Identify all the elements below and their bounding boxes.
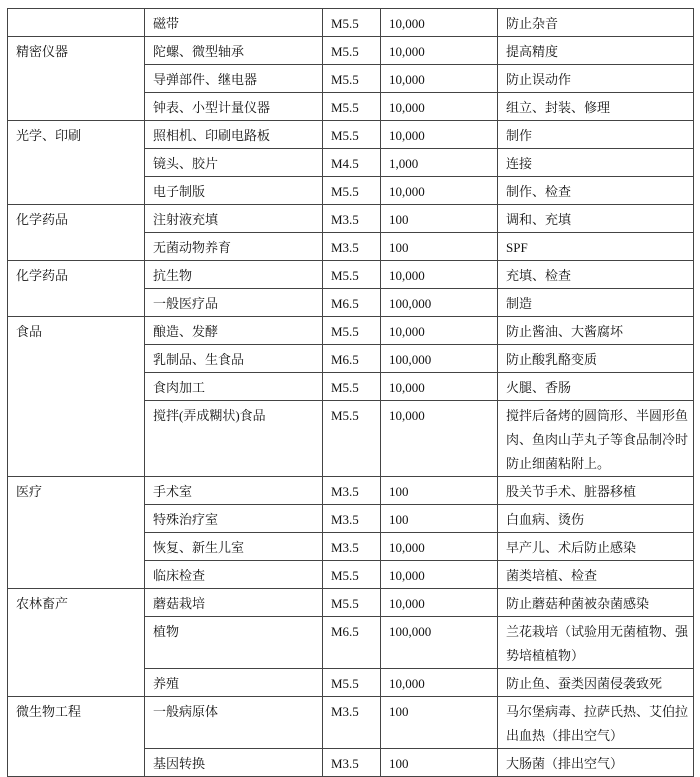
table-row [8,697,694,749]
item-cell: 一般病原体 [145,697,323,749]
table-row [8,9,694,37]
grade-cell: M5.5 [323,373,381,401]
table-row [8,317,694,345]
grade-cell: M3.5 [323,205,381,233]
item-cell: 手术室 [145,477,323,505]
particle-count-cell: 10,000 [381,65,498,93]
item-cell: 植物 [145,617,323,669]
item-cell: 蘑菇栽培 [145,589,323,617]
purpose-cell: 连接 [498,149,694,177]
category-cell: 精密仪器 [8,37,145,121]
purpose-cell: 菌类培植、检查 [498,561,694,589]
particle-count-cell: 10,000 [381,37,498,65]
category-cell: 化学药品 [8,205,145,261]
purpose-cell: 火腿、香肠 [498,373,694,401]
grade-cell: M5.5 [323,9,381,37]
item-cell: 电子制版 [145,177,323,205]
item-cell: 照相机、印刷电路板 [145,121,323,149]
grade-cell: M3.5 [323,533,381,561]
item-cell: 酿造、发酵 [145,317,323,345]
purpose-cell: 组立、封装、修理 [498,93,694,121]
grade-cell: M3.5 [323,233,381,261]
grade-cell: M5.5 [323,317,381,345]
table-row [8,477,694,505]
table-row [8,37,694,65]
grade-cell: M3.5 [323,505,381,533]
purpose-cell: 防止杂音 [498,9,694,37]
grade-cell: M3.5 [323,697,381,749]
particle-count-cell: 10,000 [381,317,498,345]
purpose-cell: 调和、充填 [498,205,694,233]
grade-cell: M3.5 [323,749,381,777]
grade-cell: M5.5 [323,589,381,617]
particle-count-cell: 100 [381,477,498,505]
item-cell: 一般医疗品 [145,289,323,317]
purpose-cell: SPF [498,233,694,261]
category-cell [8,9,145,37]
category-cell: 农林畜产 [8,589,145,697]
purpose-cell: 防止蘑菇种菌被杂菌感染 [498,589,694,617]
purpose-cell: 防止鱼、蚕类因菌侵袭致死 [498,669,694,697]
item-cell: 养殖 [145,669,323,697]
purpose-cell: 防止酱油、大酱腐坏 [498,317,694,345]
grade-cell: M5.5 [323,121,381,149]
item-cell: 注射液充填 [145,205,323,233]
item-cell: 基因转换 [145,749,323,777]
particle-count-cell: 100 [381,205,498,233]
table-row [8,589,694,617]
purpose-cell: 防止酸乳酪变质 [498,345,694,373]
category-cell: 食品 [8,317,145,477]
particle-count-cell: 100 [381,697,498,749]
particle-count-cell: 100,000 [381,345,498,373]
item-cell: 无菌动物养育 [145,233,323,261]
purpose-cell: 制作 [498,121,694,149]
purpose-cell: 防止误动作 [498,65,694,93]
grade-cell: M6.5 [323,617,381,669]
particle-count-cell: 100 [381,505,498,533]
grade-cell: M5.5 [323,93,381,121]
item-cell: 钟表、小型计量仪器 [145,93,323,121]
particle-count-cell: 10,000 [381,589,498,617]
table-row [8,121,694,149]
particle-count-cell: 10,000 [381,561,498,589]
item-cell: 抗生物 [145,261,323,289]
grade-cell: M5.5 [323,65,381,93]
item-cell: 搅拌(弄成糊状)食品 [145,401,323,477]
purpose-cell: 早产儿、术后防止感染 [498,533,694,561]
item-cell: 磁带 [145,9,323,37]
particle-count-cell: 10,000 [381,177,498,205]
item-cell: 恢复、新生儿室 [145,533,323,561]
grade-cell: M5.5 [323,669,381,697]
purpose-cell: 股关节手术、脏器移植 [498,477,694,505]
particle-count-cell: 10,000 [381,373,498,401]
item-cell: 陀螺、微型轴承 [145,37,323,65]
particle-count-cell: 100 [381,749,498,777]
particle-count-cell: 100 [381,233,498,261]
category-cell: 化学药品 [8,261,145,317]
item-cell: 镜头、胶片 [145,149,323,177]
particle-count-cell: 1,000 [381,149,498,177]
purpose-cell: 充填、检查 [498,261,694,289]
table-row [8,205,694,233]
particle-count-cell: 10,000 [381,9,498,37]
category-cell: 微生物工程 [8,697,145,777]
purpose-cell: 马尔堡病毒、拉萨氏热、艾伯拉出血热（排出空气） [498,697,694,749]
grade-cell: M6.5 [323,345,381,373]
item-cell: 食肉加工 [145,373,323,401]
purpose-cell: 白血病、烫伤 [498,505,694,533]
particle-count-cell: 10,000 [381,93,498,121]
purpose-cell: 搅拌后备烤的圆筒形、半圆形鱼肉、鱼肉山芋丸子等食品制冷时防止细菌粘附上。 [498,401,694,477]
grade-cell: M5.5 [323,177,381,205]
purpose-cell: 大肠菌（排出空气） [498,749,694,777]
purpose-cell: 兰花栽培（试验用无菌植物、强势培植植物） [498,617,694,669]
item-cell: 临床检查 [145,561,323,589]
particle-count-cell: 10,000 [381,669,498,697]
grade-cell: M5.5 [323,37,381,65]
grade-cell: M6.5 [323,289,381,317]
item-cell: 导弹部件、继电器 [145,65,323,93]
item-cell: 乳制品、生食品 [145,345,323,373]
grade-cell: M5.5 [323,561,381,589]
item-cell: 特殊治疗室 [145,505,323,533]
purpose-cell: 提高精度 [498,37,694,65]
grade-cell: M5.5 [323,401,381,477]
particle-count-cell: 10,000 [381,401,498,477]
particle-count-cell: 10,000 [381,533,498,561]
grade-cell: M5.5 [323,261,381,289]
particle-count-cell: 10,000 [381,121,498,149]
grade-cell: M4.5 [323,149,381,177]
category-cell: 医疗 [8,477,145,589]
particle-count-cell: 10,000 [381,261,498,289]
category-cell: 光学、印刷 [8,121,145,205]
table-row [8,261,694,289]
particle-count-cell: 100,000 [381,617,498,669]
grade-cell: M3.5 [323,477,381,505]
particle-count-cell: 100,000 [381,289,498,317]
purpose-cell: 制造 [498,289,694,317]
purpose-cell: 制作、检查 [498,177,694,205]
cleanroom-application-table [7,8,694,777]
